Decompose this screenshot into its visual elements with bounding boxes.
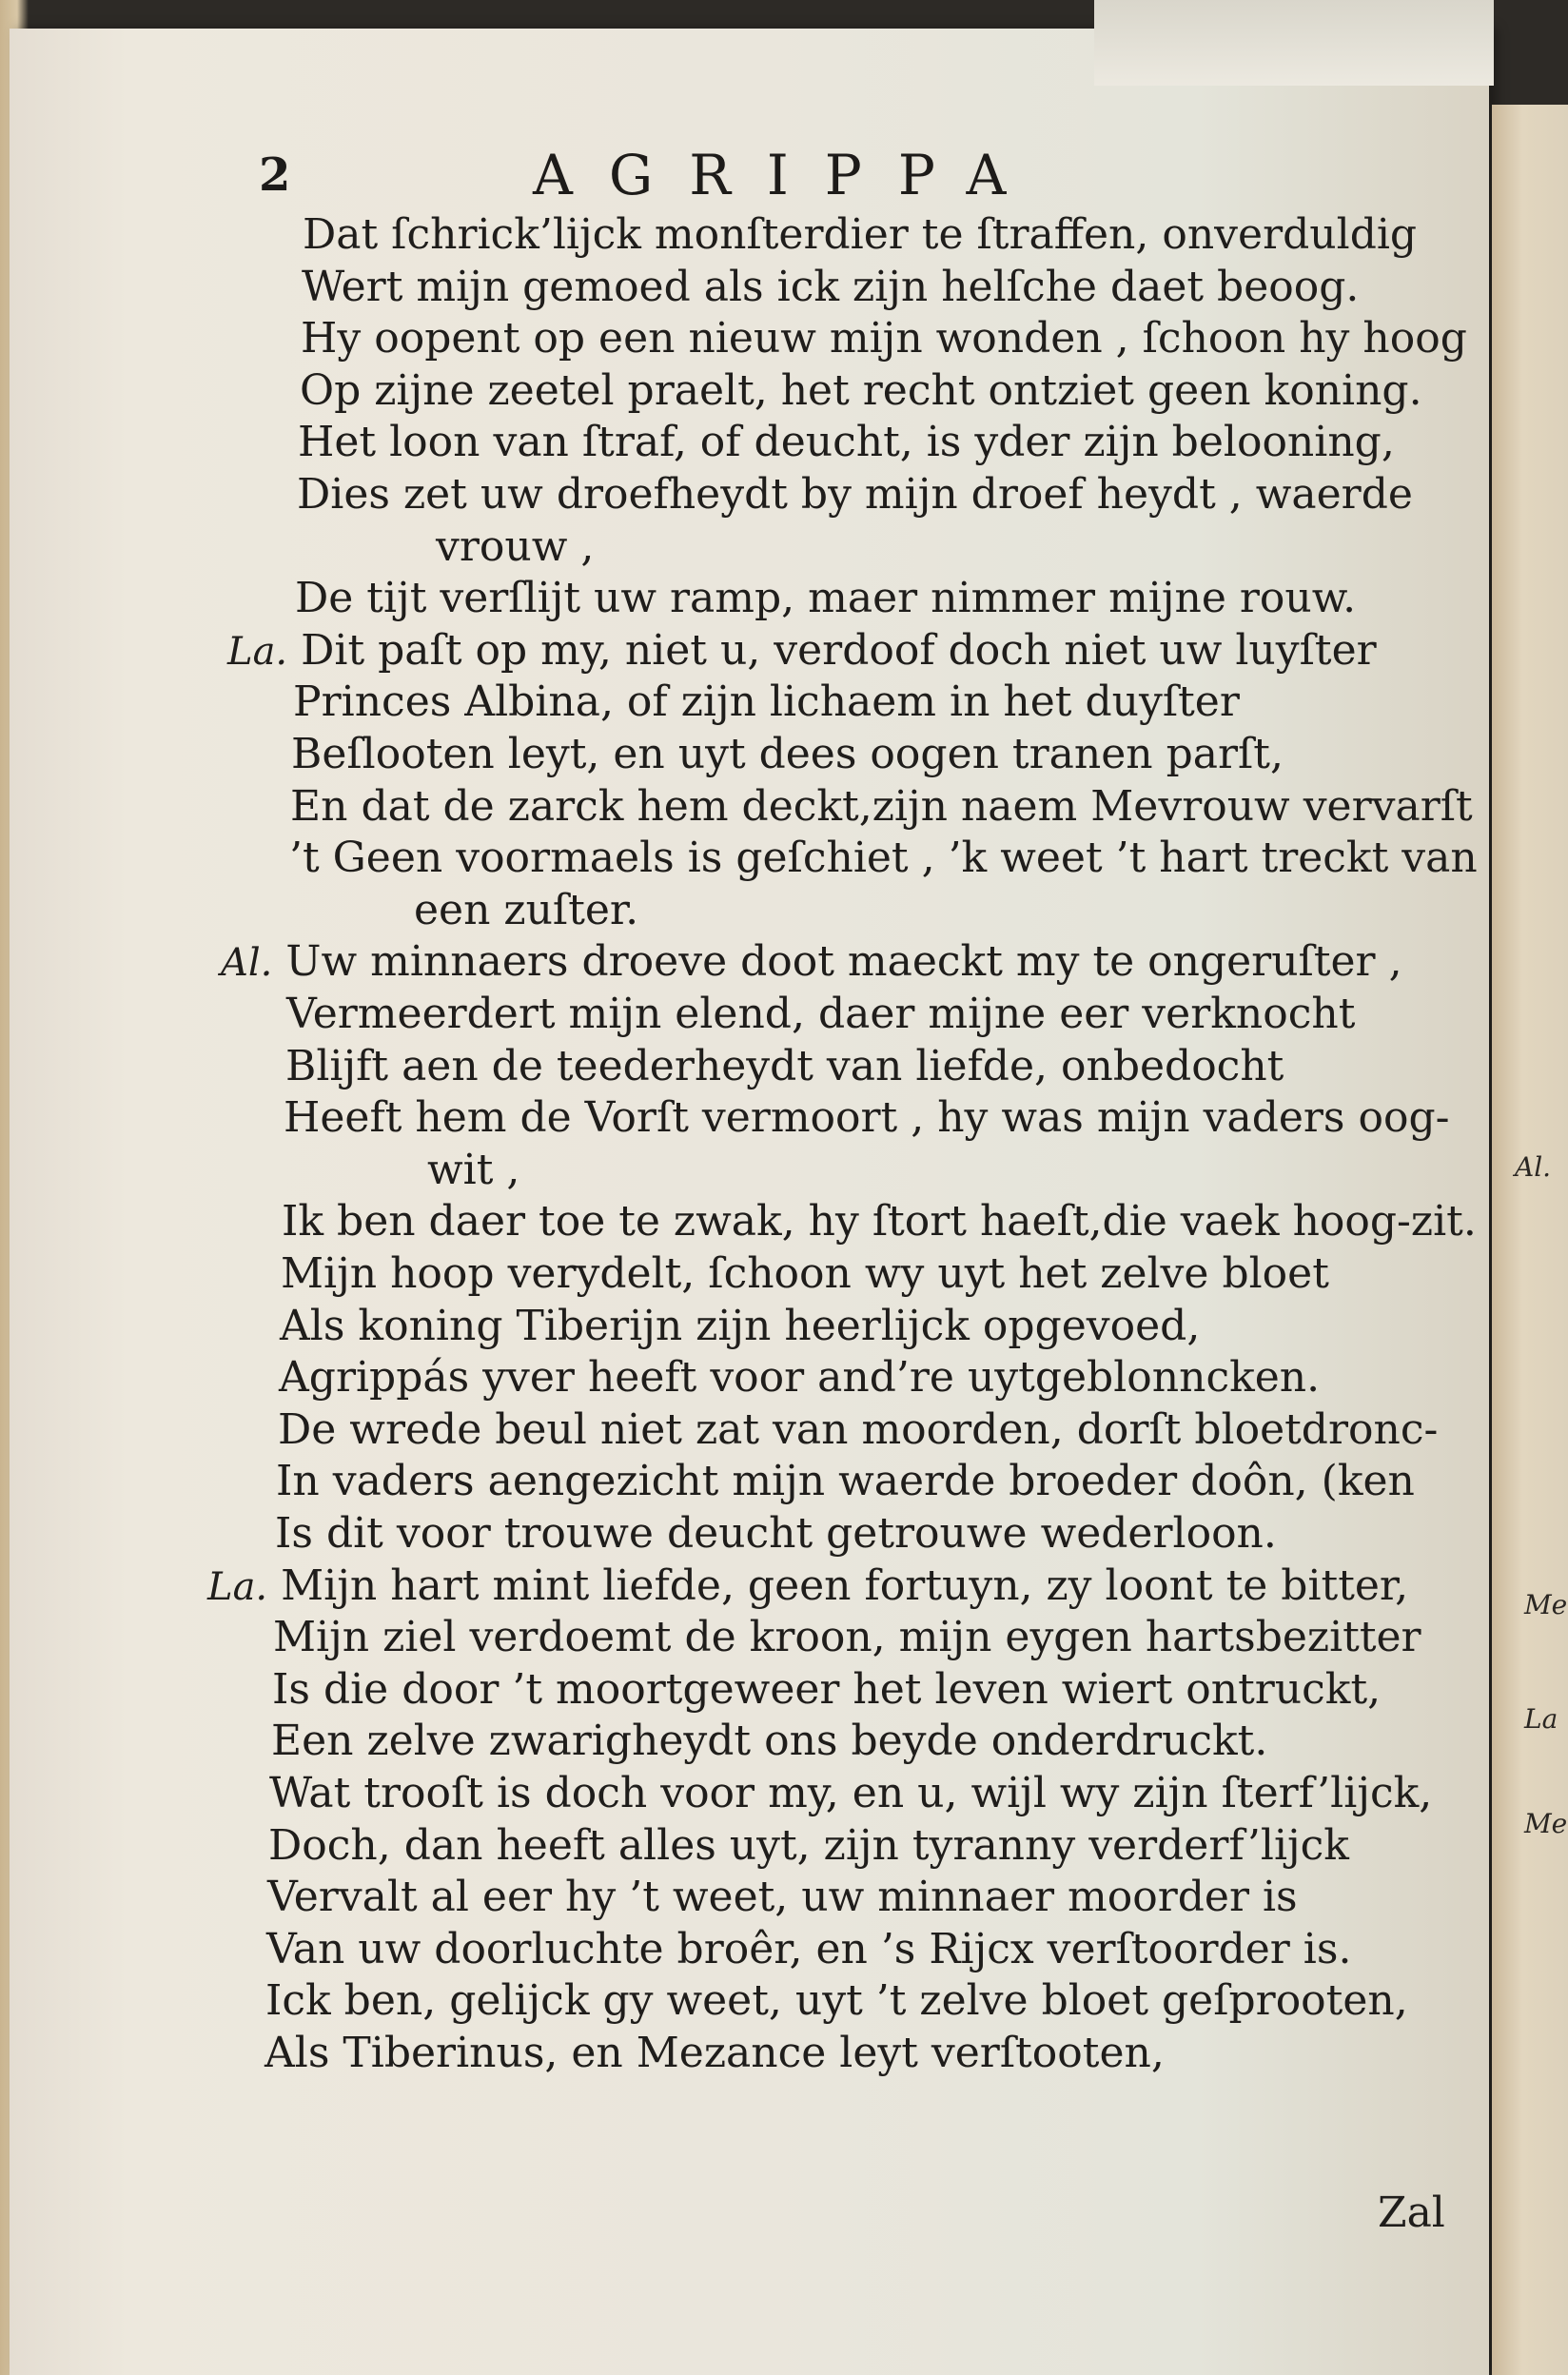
page-number: 2	[259, 148, 291, 202]
verse-line	[303, 211, 1417, 259]
verse-line	[279, 1354, 1320, 1402]
verse-line-text: Heeft hem de Vorſt vermoort , hy was mijn vaders oog-	[284, 1093, 1450, 1142]
verse-line	[221, 938, 1402, 987]
verse-line	[282, 1198, 1477, 1246]
verse-line-text: En dat de zarck hem deckt,zijn naem Mevrouw vervarſt	[290, 782, 1473, 831]
verse-line-text: Beſlooten leyt, en uyt dees oogen tranen parſt,	[291, 730, 1284, 778]
verse-line-text: Vermeerdert mijn elend, daer mijne eer verknocht	[286, 990, 1356, 1038]
verse-line	[289, 834, 1478, 882]
facing-page-speaker: Me	[1524, 1808, 1568, 1839]
verse-line-text: Blijft aen de teederheydt van liefde, onbedocht	[285, 1042, 1284, 1090]
verse-line-text: een zuſter.	[414, 886, 639, 934]
verse-line	[290, 783, 1473, 831]
verse-line-text: Als Tiberinus, en Mezance leyt verſtooten,	[265, 2029, 1165, 2077]
verse-line	[207, 1562, 1408, 1611]
verse-line-text: Het loon van ſtraf, of deucht, is yder zijn belooning,	[298, 418, 1395, 466]
verse-line	[278, 1406, 1438, 1454]
verse-line	[280, 1303, 1200, 1350]
verse-line	[265, 2030, 1165, 2077]
verse-line-text: Mijn ziel verdoemt de kroon, mijn eygen hartsbezitter	[273, 1613, 1421, 1661]
facing-page-speaker: Al.	[1515, 1151, 1552, 1183]
verse-line	[300, 367, 1422, 415]
facing-page-speaker: Me	[1524, 1589, 1568, 1620]
verse-line	[295, 575, 1356, 622]
verse-line	[275, 1510, 1277, 1558]
verse-line-text: ’t Geen voormaels is geſchiet , ’k weet ’t hart treckt van	[289, 834, 1478, 882]
verse-line	[414, 887, 638, 934]
verse-line-text: Doch, dan heeft alles uyt, zijn tyranny verderf’lijck	[268, 1821, 1349, 1870]
verse-line-text: Dies zet uw droefheydt by mijn droef heydt , waerde	[297, 470, 1413, 519]
verse-line-text: Is dit voor trouwe deucht getrouwe wederloon.	[275, 1509, 1277, 1558]
verse-line-text: Dit paſt op my, niet u, verdoof doch niet uw luyſter	[301, 626, 1377, 675]
verse-line-text: Mijn hoop verydelt, ſchoon wy uyt het zelve bloet	[281, 1249, 1329, 1298]
verse-line	[293, 678, 1240, 726]
verse-line	[285, 1043, 1284, 1090]
verse-line-text: Ick ben, gelijck gy weet, uyt ’t zelve bloet geſprooten,	[265, 1976, 1408, 2025]
verse-line-text: Mijn hart mint liefde, geen fortuyn, zy loont te bitter,	[281, 1561, 1409, 1610]
verse-line	[301, 315, 1467, 363]
verse-line-text: Wert mijn gemoed als ick zijn helſche daet beoog.	[302, 263, 1360, 311]
catchword: Zal	[1378, 2189, 1445, 2237]
verse-line	[266, 1926, 1351, 1973]
verse-line-text: wit ,	[427, 1146, 520, 1194]
verse-line	[298, 419, 1395, 466]
verse-line	[427, 1147, 519, 1194]
verse-line	[227, 627, 1377, 676]
verse-line	[297, 471, 1413, 519]
verse-line-text: Op zijne zeetel praelt, het recht ontziet geen koning.	[300, 366, 1422, 415]
verse-line-text: Princes Albina, of zijn lichaem in het duyſter	[293, 677, 1240, 726]
verse-line	[265, 1977, 1408, 2025]
verse-line	[269, 1770, 1432, 1817]
verse-line	[436, 523, 594, 571]
verse-line	[273, 1614, 1421, 1661]
verse-line	[267, 1874, 1298, 1921]
verse-line-text: Van uw doorluchte broêr, en ’s Rijcx verſtoorder is.	[266, 1925, 1352, 1973]
verse-line-text: In vaders aengezicht mijn waerde broeder doôn, (ken	[276, 1457, 1415, 1505]
verse-line	[284, 1094, 1450, 1142]
verse-line	[286, 991, 1355, 1038]
verse-line	[302, 264, 1359, 311]
verse-line	[281, 1250, 1329, 1298]
verse-line	[276, 1458, 1415, 1505]
verse-line-text: De tijt verſlijt uw ramp, maer nimmer mijne rouw.	[295, 574, 1357, 622]
speaker-label: La.	[207, 1565, 268, 1609]
verse-line-text: Als koning Tiberijn zijn heerlijck opgevoed,	[280, 1302, 1201, 1350]
verse-line	[271, 1717, 1267, 1765]
verse-line-text: Is die door ’t moortgeweer het leven wiert ontruckt,	[272, 1665, 1382, 1714]
verse-line-text: Agrippás yver heeft voor and’re uytgeblonncken.	[279, 1353, 1321, 1402]
verse-line	[291, 731, 1284, 778]
verse-line-text: Ik ben daer toe te zwak, hy ſtort haeſt,die vaek hoog-zit.	[282, 1197, 1477, 1246]
verse-line-text: vrouw ,	[436, 522, 595, 571]
verse-line	[268, 1822, 1349, 1870]
verse-line-text: Een zelve zwarigheydt ons beyde onderdruckt.	[271, 1717, 1268, 1765]
verse-line-text: Hy oopent op een nieuw mijn wonden , ſchoon hy hoog	[301, 314, 1467, 363]
verse-line-text: Uw minnaers droeve doot maeckt my te ongeruſter ,	[285, 937, 1402, 986]
running-head: AGRIPPA	[533, 143, 1043, 207]
verse-line-text: Dat ſchrick’lijck monſterdier te ſtraffen, onverduldig	[303, 210, 1418, 259]
verse-line-text: De wrede beul niet zat van moorden, dorſt bloetdronc-	[278, 1405, 1439, 1454]
verse-line-text: Vervalt al eer hy ’t weet, uw minnaer moorder is	[267, 1873, 1298, 1921]
verse-line-text: Wat trooſt is doch voor my, en u, wijl wy zijn ſterf’lijck,	[269, 1769, 1433, 1817]
speaker-label: Al.	[221, 941, 273, 985]
facing-page-speaker: La	[1524, 1703, 1558, 1735]
verse-line	[272, 1666, 1381, 1714]
speaker-label: La.	[227, 630, 288, 674]
